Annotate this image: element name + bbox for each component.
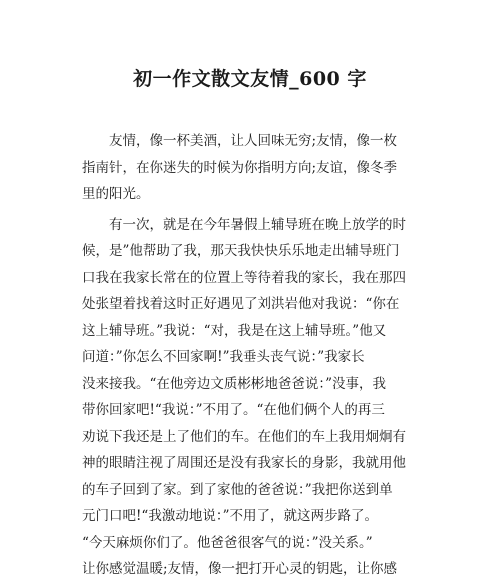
- text-line: 有一次，就是在今年暑假上辅导班在晚上放学的时: [82, 216, 406, 233]
- page-title: 初一作文散文友情_600 字: [133, 68, 367, 90]
- paragraph-1: [82, 128, 420, 208]
- text-line: 劝说下我还是上了他们的车。在他们的车上我用炯炯有: [82, 428, 406, 445]
- text-line: 问道：”你怎么不回家啊!”我垂头丧气说：”我家长: [82, 349, 365, 365]
- text-line: 的车子回到了家。到了家他的爸爸说：”我把你送到单: [82, 481, 393, 498]
- article-body: [82, 128, 420, 587]
- text-line: 指南针，在你迷失的时候为你指明方向;友谊，像冬季: [82, 159, 398, 176]
- text-line: 带你回家吧!“我说：”不用了。“在他们俩个人的再三: [82, 402, 385, 418]
- text-line: 这上辅导班。”我说：“对，我是在这上辅导班。”他又: [82, 322, 387, 339]
- text-line: 元门口吧!“我激动地说：”不用了，就这两步路了。: [82, 508, 378, 524]
- text-line: 处张望着找着这时正好遇见了刘洪岩他对我说：“你在: [82, 296, 400, 312]
- text-line: 友情，像一杯美酒，让人回味无穷;友情，像一枚: [82, 133, 398, 149]
- text-line: 里的阳光。: [82, 186, 150, 202]
- text-line: 候，是”他帮助了我，那天我快快乐乐地走出辅导班门: [82, 243, 400, 259]
- text-line: 神的眼睛注视了周围还是没有我家长的身影，我就用他: [82, 455, 406, 471]
- paragraph-2: [82, 212, 420, 583]
- text-line: “今天麻烦你们了。他爸爸很客气的说：”没关系。”: [82, 534, 373, 551]
- text-line: 口我在我家长常在的位置上等待着我的家长，我在那四: [82, 269, 406, 286]
- text-line: 没来接我。“在他旁边文质彬彬地爸爸说：”没事，我: [82, 375, 387, 392]
- text-line: 让你感觉温暖;友情，像一把打开心灵的钥匙，让你感: [82, 561, 398, 577]
